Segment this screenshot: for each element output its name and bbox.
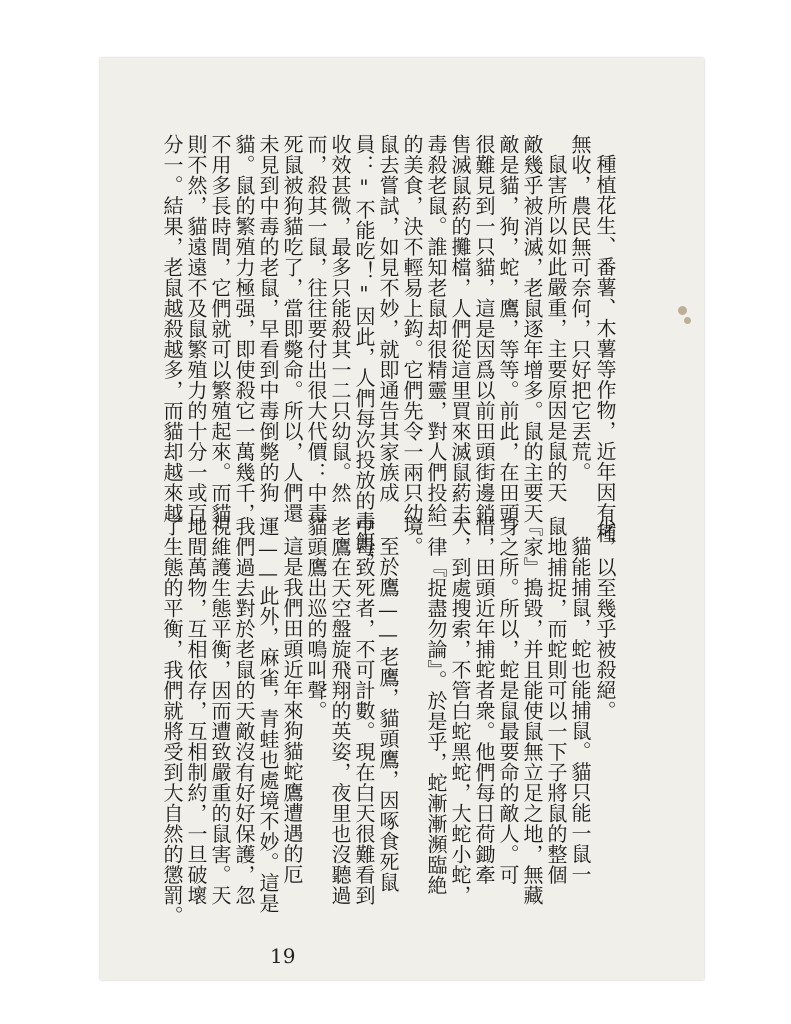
- text-column: 未見到中毒的老鼠，早看到中毒倒斃的狗: [256, 134, 280, 503]
- text-column: 中毒致死者，不可計數。現在白天很難看到: [352, 516, 376, 906]
- text-column: 不用多長時間，它們就可以繁殖起來。而貓: [208, 134, 232, 524]
- text-column: 死鼠被狗貓吃了，當即斃命。所以，人們還: [280, 134, 304, 524]
- text-column: 犬，到處搜索，不管白蛇黑蛇，大蛇小蛇，: [448, 516, 472, 906]
- text-column: 地間萬物，互相依存，互相制約，一旦破壞: [184, 516, 208, 906]
- text-column: 『家』搗毀，并且能使鼠無立足之地，無藏: [520, 516, 544, 906]
- text-column: 鼠害所以如此嚴重，主要原因是鼠的天: [544, 154, 568, 503]
- text-column: 分一。結果，老鼠越殺越多，而貓却越來越: [160, 134, 184, 524]
- text-column: 至於鷹——老鷹，貓頭鷹，因啄食死鼠: [376, 536, 400, 893]
- text-column: 一律『捉盡勿論』。於是乎，蛇漸漸瀕臨絶: [424, 516, 448, 896]
- text-column: 貓能捕鼠，蛇也能捕鼠。貓只能一鼠一: [568, 536, 592, 885]
- text-column: 則不然，貓遠遠不及鼠繁殖力的十分一或百: [184, 134, 208, 524]
- text-column: 貓頭鷹出巡的鳴叫聲。: [304, 516, 328, 721]
- text-column: 老鷹在天空盤旋飛翔的英姿，夜里也沒聽過: [328, 516, 352, 906]
- text-column: 了生態的平衡，我們就將受到大自然的懲罰。: [160, 516, 184, 926]
- text-column: 毒殺老鼠。誰知老鼠却很精靈，對人們投給: [424, 134, 448, 524]
- text-column: 的美食，決不輕易上鈎。它們先令一兩只幼: [400, 134, 424, 524]
- text-column: 運——此外，麻雀，青蛙也處境不妙。這是: [256, 516, 280, 914]
- page-stain: [678, 306, 687, 315]
- text-column: 身之所。所以，蛇是鼠最要命的敵人。可: [496, 516, 520, 885]
- text-column: 鼠地捕捉，而蛇則可以一下子將鼠的整個: [544, 516, 568, 885]
- text-column: 員："不能吃！"因此，人們每次投放的毒餌，: [352, 134, 376, 573]
- text-column: 很難見到一只貓，這是因爲以前田頭街邊銷: [472, 134, 496, 524]
- text-column: 無收，農民無可奈何，只好把它丟荒。: [568, 134, 592, 483]
- text-column: 鼠去嘗試，如見不妙，就即通告其家族成: [376, 134, 400, 503]
- text-column: 少，以至幾乎被殺絕。: [593, 516, 617, 721]
- text-column: 收效甚微，最多只能殺其一二只幼鼠。然: [328, 134, 352, 503]
- page-number: 19: [270, 944, 296, 968]
- text-column: 種植花生、番薯、木薯等作物，近年因有種: [593, 154, 617, 544]
- text-column: 敵是貓，狗，蛇，鷹，等等。前此，在田頭: [496, 134, 520, 524]
- text-column: 這是我們田頭近年來狗貓蛇鷹遭遇的厄: [280, 536, 304, 885]
- text-column: 惜，田頭近年捕蛇者衆。他們每日荷鋤牽: [472, 516, 496, 885]
- text-column: 售滅鼠葯的攤檔，人們從這里買來滅鼠葯去: [448, 134, 472, 524]
- text-column: 視維護生態平衡，因而遭致嚴重的鼠害。天: [208, 516, 232, 906]
- text-column: 貓。鼠的繁殖力極强，即使殺它一萬幾千，: [232, 134, 256, 524]
- page-stain: [684, 317, 691, 324]
- text-column: 敵幾乎被消滅，老鼠逐年增多。鼠的主要天: [520, 134, 544, 524]
- book-page: [100, 58, 704, 980]
- text-column: 而，殺其一鼠，往往要付出很大代價：中毒: [304, 134, 328, 524]
- text-column: 境。: [400, 516, 424, 557]
- text-column: 我們過去對於老鼠的天敵沒有好好保護，忽: [232, 516, 256, 906]
